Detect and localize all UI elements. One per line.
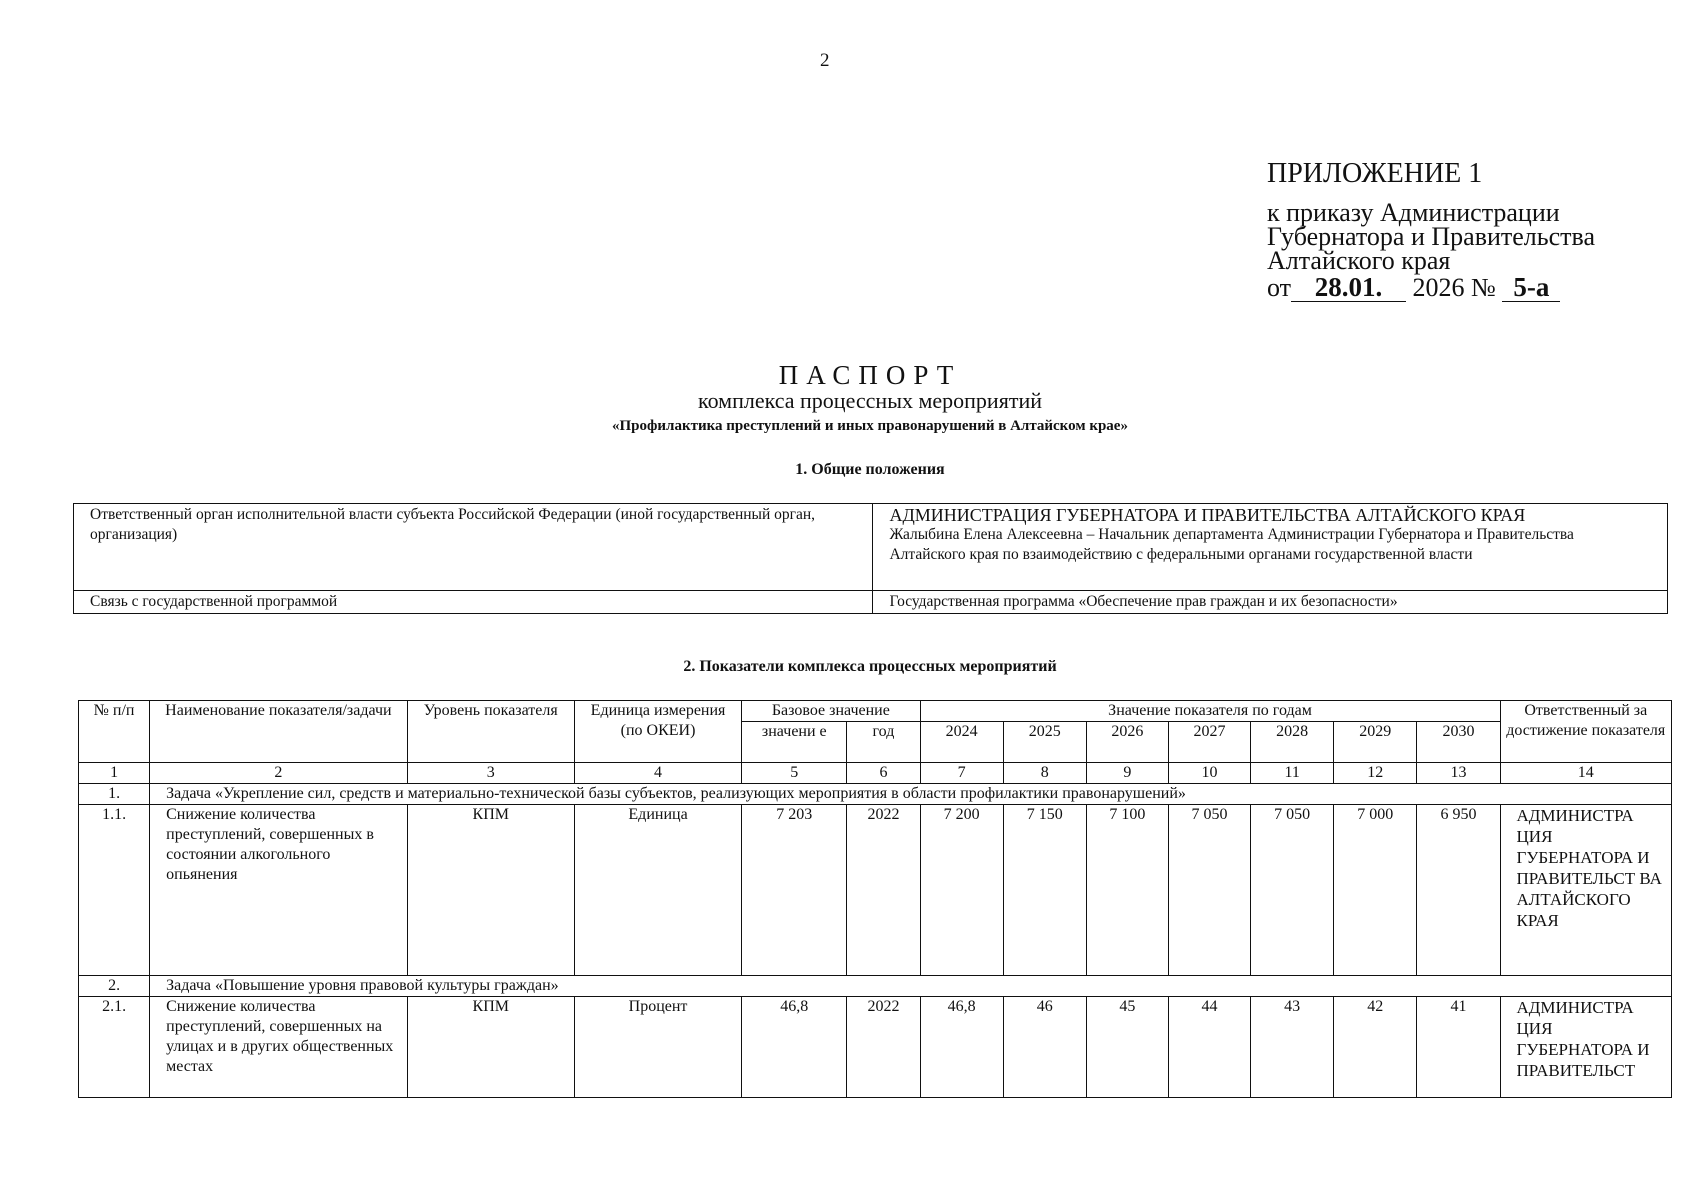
indicator-value: 7 050 [1251,805,1334,976]
indicator-value: 43 [1251,997,1334,1098]
order-number: 5-а [1502,273,1560,302]
order-date: 28.01. [1291,273,1406,302]
indicator-value: 7 000 [1334,805,1417,976]
indicator-value: 7 100 [1086,805,1168,976]
header-year: 2030 [1417,722,1500,763]
header-by-years: Значение показателя по годам [920,701,1500,722]
indicator-value: 7 200 [920,805,1003,976]
section1-title: 1. Общие положения [795,461,945,478]
header-year: 2025 [1003,722,1086,763]
indicator-value: 7 150 [1003,805,1086,976]
indicator-value: 6 950 [1417,805,1500,976]
header-year: 2024 [920,722,1003,763]
row-value [873,504,1668,591]
header-year: 2027 [1168,722,1250,763]
appendix-line: к приказу Администрации [1267,198,1560,227]
appendix-block [1267,157,1677,302]
indicator-base-year: 2022 [847,997,920,1098]
column-number: 8 [1003,763,1086,784]
passport-subtitle: комплекса процессных мероприятий [698,388,1042,413]
header-base-year: год [847,722,920,763]
indicator-value: 41 [1417,997,1500,1098]
passport-title: ПАСПОРТ [778,360,962,390]
indicator-base-year: 2022 [847,805,920,976]
indicator-number: 1.1. [79,805,150,976]
date-prefix: от [1267,273,1292,302]
table-row [74,504,1668,591]
indicator-responsible: АДМИНИСТРА ЦИЯ ГУБЕРНАТОРА И ПРАВИТЕЛЬСТ ВА АЛТАЙСКОГО КРАЯ [1500,805,1671,976]
column-number: 3 [407,763,574,784]
indicator-responsible: АДМИНИСТРА ЦИЯ ГУБЕРНАТОРА И ПРАВИТЕЛЬСТ [1500,997,1671,1098]
header-name: Наименование показателя/задачи [150,701,407,763]
header-responsible: Ответственный за достижение показателя [1500,701,1671,763]
passport-header [0,360,1696,435]
task-row [79,976,1672,997]
header-year: 2029 [1334,722,1417,763]
task-number: 2. [79,976,150,997]
header-year: 2026 [1086,722,1168,763]
column-number: 6 [847,763,920,784]
appendix-reference [1267,198,1677,275]
column-number: 9 [1086,763,1168,784]
column-number: 5 [742,763,847,784]
indicator-unit: Процент [574,997,741,1098]
header-row [79,701,1672,722]
column-number: 12 [1334,763,1417,784]
indicator-level: КПМ [407,805,574,976]
page-number: 2 [820,50,830,71]
header-base: Базовое значение [742,701,920,722]
indicator-row [79,997,1672,1098]
responsible-organization: АДМИНИСТРАЦИЯ ГУБЕРНАТОРА И ПРАВИТЕЛЬСТВА АЛТАЙСКОГО КРАЯ [889,505,1526,525]
header-base-value: значени е [742,722,847,763]
responsible-person: Жалыбина Елена Алексеевна – Начальник департамента Администрации Губернатора и Правительства Алтайского края по взаимодействию с федеральными органами государственной власти [889,526,1574,563]
indicator-name: Снижение количества преступлений, совершенных в состоянии алкогольного опьянения [150,805,407,976]
column-number: 7 [920,763,1003,784]
header-level: Уровень показателя [407,701,574,763]
row-value: Государственная программа «Обеспечение прав граждан и их безопасности» [873,591,1668,614]
header-unit: Единица измерения (по ОКЕИ) [574,701,741,763]
header-year: 2028 [1251,722,1334,763]
column-number: 13 [1417,763,1500,784]
task-title: Задача «Укрепление сил, средств и материально-технической базы субъектов, реализующих мероприятия в области профилактики правонарушений» [150,784,1672,805]
column-number: 4 [574,763,741,784]
general-provisions-table [73,503,1668,614]
indicator-unit: Единица [574,805,741,976]
indicator-name: Снижение количества преступлений, совершенных на улицах и в других общественных местах [150,997,407,1098]
row-label: Связь с государственной программой [74,591,873,614]
indicator-row [79,805,1672,976]
indicator-value: 44 [1168,997,1250,1098]
table-row [74,591,1668,614]
order-year: 2026 № [1412,273,1496,302]
indicator-base-value: 7 203 [742,805,847,976]
row-label: Ответственный орган исполнительной власти субъекта Российской Федерации (иной государственный орган, организация) [74,504,873,591]
indicator-level: КПМ [407,997,574,1098]
task-number: 1. [79,784,150,805]
header-num: № п/п [79,701,150,763]
column-number: 14 [1500,763,1671,784]
indicator-number: 2.1. [79,997,150,1098]
column-numbers-row [79,763,1672,784]
appendix-title: ПРИЛОЖЕНИЕ 1 [1267,158,1483,189]
task-row [79,784,1672,805]
indicators-table [78,700,1672,1098]
passport-name: «Профилактика преступлений и иных правонарушений в Алтайском крае» [612,418,1128,434]
indicator-base-value: 46,8 [742,997,847,1098]
appendix-date-line [1267,273,1677,302]
column-number: 2 [150,763,407,784]
column-number: 11 [1251,763,1334,784]
indicator-value: 7 050 [1168,805,1250,976]
indicator-value: 46,8 [920,997,1003,1098]
indicator-value: 45 [1086,997,1168,1098]
task-title: Задача «Повышение уровня правовой культуры граждан» [150,976,1672,997]
section2-title: 2. Показатели комплекса процессных мероприятий [683,658,1057,675]
indicator-value: 46 [1003,997,1086,1098]
column-number: 10 [1168,763,1250,784]
indicator-value: 42 [1334,997,1417,1098]
column-number: 1 [79,763,150,784]
appendix-line: Алтайского края [1267,246,1451,275]
appendix-line: Губернатора и Правительства [1267,222,1595,251]
